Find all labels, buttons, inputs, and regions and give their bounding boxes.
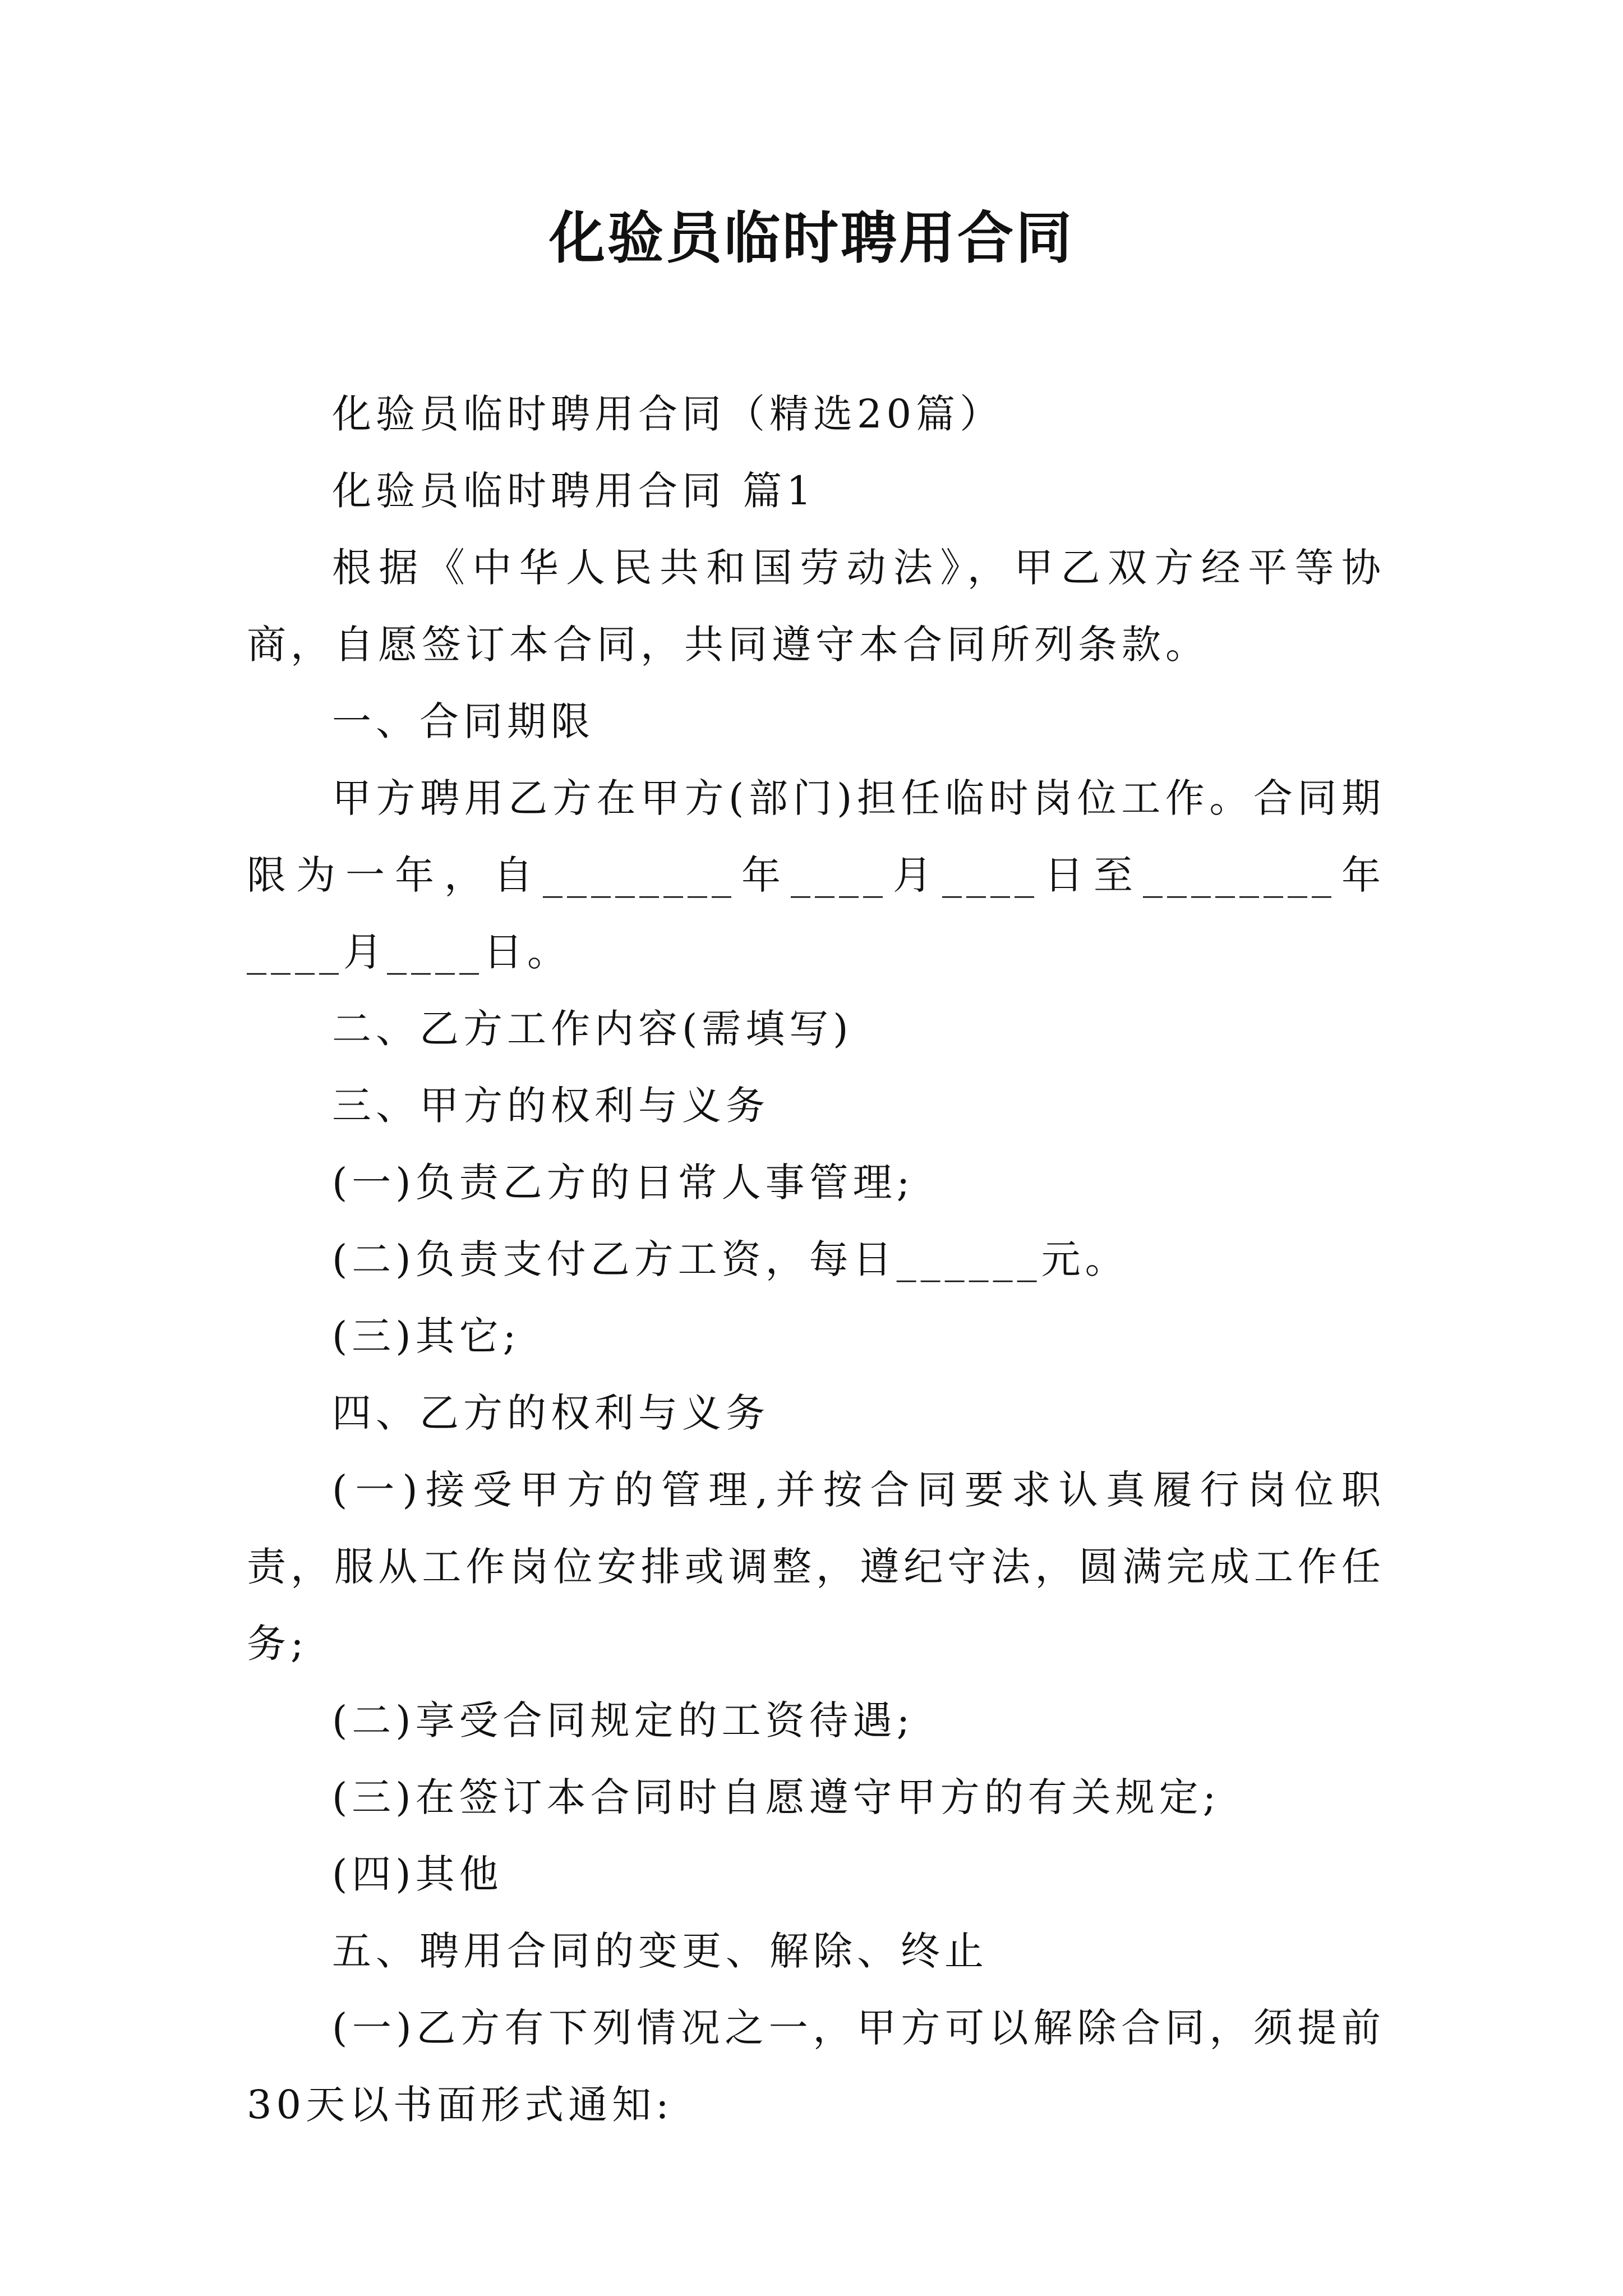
paragraph: (二)享受合同规定的工资待遇;	[332, 1697, 915, 1743]
paragraph: 二、乙方工作内容(需填写)	[332, 1006, 853, 1052]
paragraph: 化验员临时聘用合同 篇1	[332, 468, 816, 514]
paragraph: (二)负责支付乙方工资，每日______元。	[332, 1236, 1129, 1282]
paragraph: (四)其他	[332, 1851, 503, 1897]
paragraph: 五、聘用合同的变更、解除、终止	[332, 1928, 988, 1974]
paragraph: (三)其它;	[332, 1313, 521, 1359]
paragraph: (一)乙方有下列情况之一，甲方可以解除合同，须提前30天以书面形式通知:	[247, 2005, 1385, 2128]
paragraph: 根据《中华人民共和国劳动法》，甲乙双方经平等协商，自愿签订本合同，共同遵守本合同所列条款。	[247, 545, 1385, 668]
paragraph: (一)负责乙方的日常人事管理;	[332, 1159, 915, 1205]
document-title: 化验员临时聘用合同	[549, 205, 1074, 271]
document-body	[247, 376, 1385, 2143]
paragraph: 甲方聘用乙方在甲方(部门)担任临时岗位工作。合同期限为一年，自________年____月____日至________年____月____日。	[247, 775, 1385, 975]
paragraph: 一、合同期限	[332, 698, 594, 744]
paragraph: 化验员临时聘用合同（精选20篇）	[332, 391, 1004, 437]
paragraph: (一)接受甲方的管理,并按合同要求认真履行岗位职责，服从工作岗位安排或调整，遵纪守法，圆满完成工作任务;	[247, 1467, 1385, 1667]
paragraph: (三)在签订本合同时自愿遵守甲方的有关规定;	[332, 1774, 1221, 1820]
paragraph: 四、乙方的权利与义务	[332, 1390, 769, 1436]
paragraph: 三、甲方的权利与义务	[332, 1083, 769, 1129]
